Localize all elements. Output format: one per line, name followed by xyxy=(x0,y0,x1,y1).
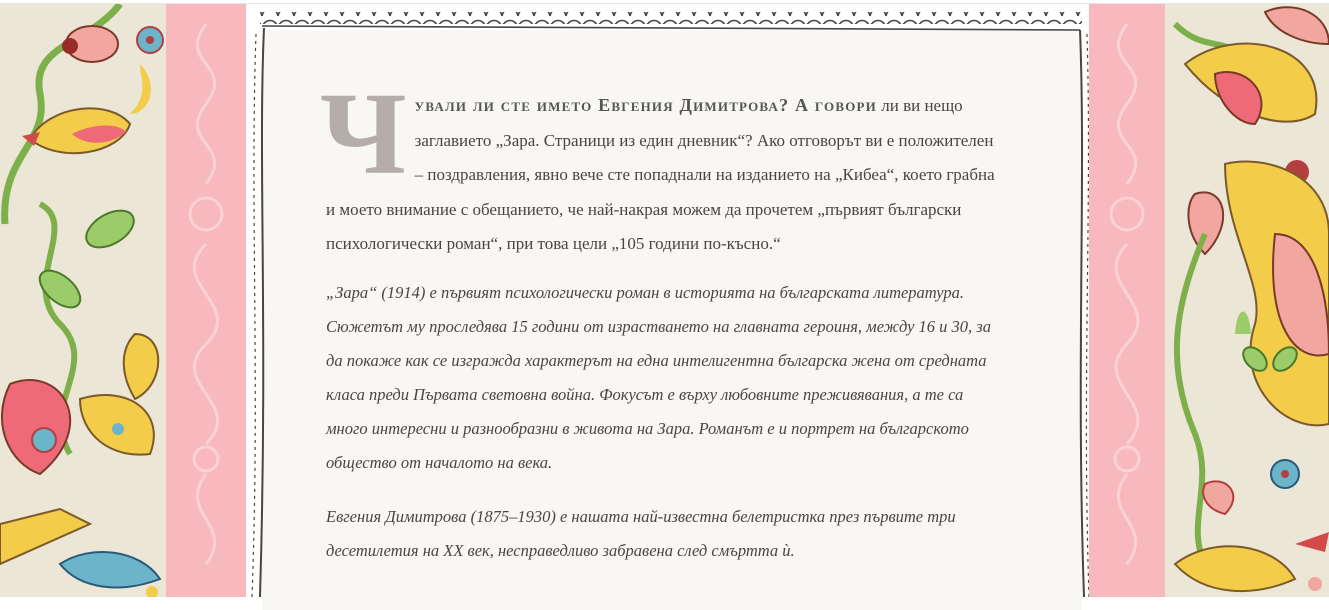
article-body xyxy=(320,68,1002,568)
paisley-decoration-left xyxy=(0,4,166,597)
lead-smallcaps: ували ли сте името Евгения Димитрова? А говори xyxy=(414,95,877,115)
article-paragraph-1 xyxy=(320,68,1002,262)
article-paragraph-2: „Зара“ (1914) е първият психологически роман в историята на българската литература. Сюжетът му проследява 15 години от израстването на главната героиня, между 16 и 30, за да покаже как се изгражда характерът на една интелигентна българска жена от средната класа преди Първата световна война. Фокусът е върху любовните преживявания, а те са много интересни и разнообразни в живота на Зара. Романът е и портрет на българското общество от началото на века. xyxy=(326,282,991,472)
drop-cap: Ч xyxy=(320,68,407,199)
article-paragraph-3: Евгения Димитрова (1875–1930) е нашата най-известна белетристка през първите три десетилетия на XX век, несправедливо забравена след смъртта ѝ. xyxy=(326,506,956,560)
damask-strip-left xyxy=(166,4,246,597)
paragraph-1-text: ли ви нещо заглавието „Зара. Страници из един дневник“? Ако отговорът ви е положителен – поздравления, явно вече сте попаднали на изданието на „Кибеа“, което грабна и моето внимание с обещанието, че най-накрая можем да прочетем „първият български психологически роман“, при това цели „105 години по-късно.“ xyxy=(326,96,995,253)
paisley-decoration-right xyxy=(1165,4,1329,597)
damask-strip-right xyxy=(1089,4,1165,597)
